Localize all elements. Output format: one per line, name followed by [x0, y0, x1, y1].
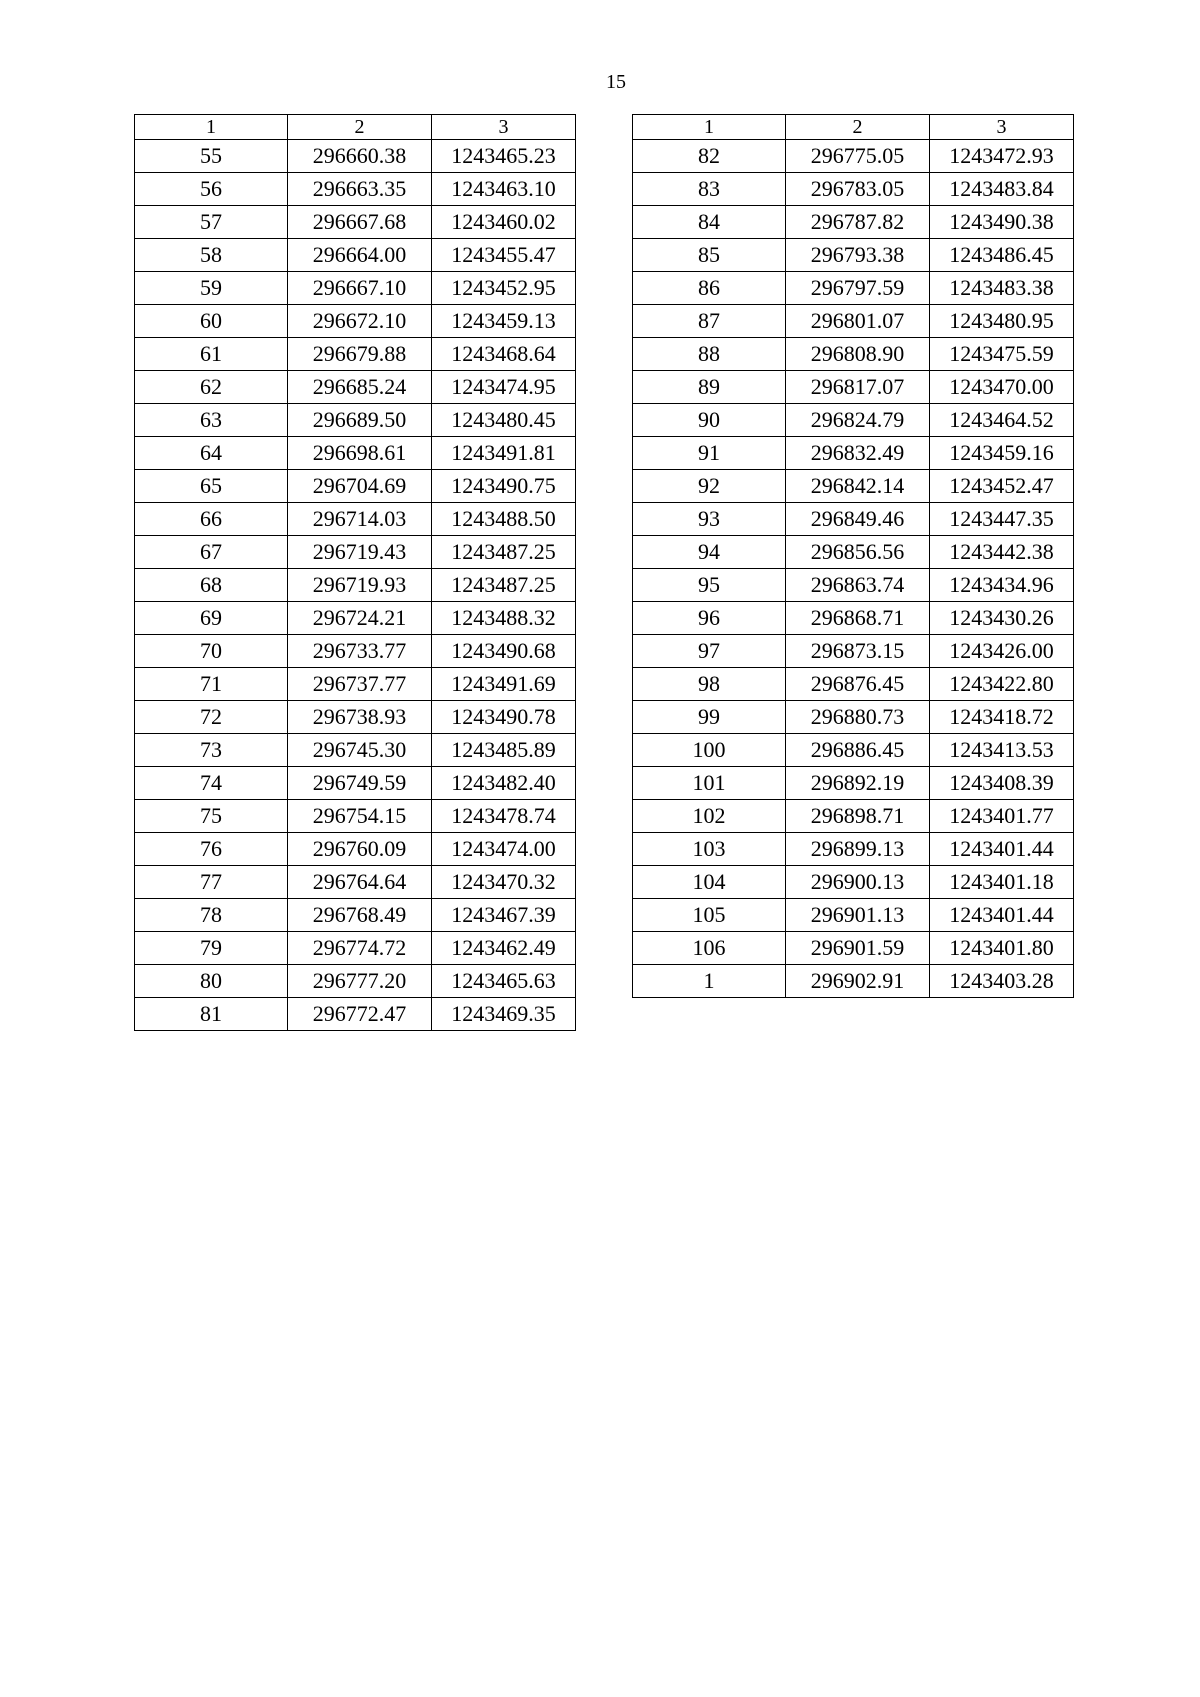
x-coordinate-cell: 296745.30 [288, 734, 432, 767]
x-coordinate-cell: 296704.69 [288, 470, 432, 503]
table-row [135, 767, 576, 800]
x-coordinate-cell: 296760.09 [288, 833, 432, 866]
y-coordinate-cell: 1243491.81 [432, 437, 576, 470]
table-row [633, 569, 1074, 602]
point-number-cell: 55 [135, 140, 288, 173]
y-coordinate-cell: 1243401.44 [930, 833, 1074, 866]
point-number-cell: 105 [633, 899, 786, 932]
y-coordinate-cell: 1243422.80 [930, 668, 1074, 701]
x-coordinate-cell: 296793.38 [786, 239, 930, 272]
table-row [633, 206, 1074, 239]
x-coordinate-cell: 296724.21 [288, 602, 432, 635]
table-header-row [135, 115, 576, 140]
table-row [633, 833, 1074, 866]
point-number-cell: 71 [135, 668, 288, 701]
point-number-cell: 93 [633, 503, 786, 536]
x-coordinate-cell: 296817.07 [786, 371, 930, 404]
y-coordinate-cell: 1243490.38 [930, 206, 1074, 239]
table-row [633, 437, 1074, 470]
point-number-cell: 98 [633, 668, 786, 701]
y-coordinate-cell: 1243474.00 [432, 833, 576, 866]
point-number-cell: 65 [135, 470, 288, 503]
point-number-cell: 61 [135, 338, 288, 371]
x-coordinate-cell: 296873.15 [786, 635, 930, 668]
x-coordinate-cell: 296849.46 [786, 503, 930, 536]
table-row [633, 272, 1074, 305]
y-coordinate-cell: 1243480.95 [930, 305, 1074, 338]
table-row [633, 932, 1074, 965]
y-coordinate-cell: 1243474.95 [432, 371, 576, 404]
y-coordinate-cell: 1243430.26 [930, 602, 1074, 635]
point-number-cell: 104 [633, 866, 786, 899]
table-row [135, 470, 576, 503]
table-row [633, 767, 1074, 800]
y-coordinate-cell: 1243478.74 [432, 800, 576, 833]
x-coordinate-cell: 296797.59 [786, 272, 930, 305]
table-row [135, 701, 576, 734]
table-row [135, 140, 576, 173]
y-coordinate-cell: 1243403.28 [930, 965, 1074, 998]
point-number-cell: 80 [135, 965, 288, 998]
x-coordinate-cell: 296832.49 [786, 437, 930, 470]
x-coordinate-cell: 296719.43 [288, 536, 432, 569]
point-number-cell: 67 [135, 536, 288, 569]
page-number: 15 [606, 71, 626, 93]
point-number-cell: 89 [633, 371, 786, 404]
header-cell: 1 [633, 115, 786, 140]
table-row [633, 305, 1074, 338]
y-coordinate-cell: 1243452.95 [432, 272, 576, 305]
x-coordinate-cell: 296685.24 [288, 371, 432, 404]
x-coordinate-cell: 296775.05 [786, 140, 930, 173]
table-row [633, 470, 1074, 503]
point-number-cell: 91 [633, 437, 786, 470]
table-row [135, 437, 576, 470]
table-row [633, 503, 1074, 536]
point-number-cell: 99 [633, 701, 786, 734]
x-coordinate-cell: 296880.73 [786, 701, 930, 734]
point-number-cell: 76 [135, 833, 288, 866]
x-coordinate-cell: 296892.19 [786, 767, 930, 800]
x-coordinate-cell: 296768.49 [288, 899, 432, 932]
point-number-cell: 66 [135, 503, 288, 536]
table-row [135, 965, 576, 998]
x-coordinate-cell: 296842.14 [786, 470, 930, 503]
y-coordinate-cell: 1243490.75 [432, 470, 576, 503]
y-coordinate-cell: 1243401.18 [930, 866, 1074, 899]
y-coordinate-cell: 1243490.68 [432, 635, 576, 668]
x-coordinate-cell: 296737.77 [288, 668, 432, 701]
point-number-cell: 69 [135, 602, 288, 635]
y-coordinate-cell: 1243442.38 [930, 536, 1074, 569]
x-coordinate-cell: 296774.72 [288, 932, 432, 965]
point-number-cell: 62 [135, 371, 288, 404]
x-coordinate-cell: 296901.13 [786, 899, 930, 932]
header-cell: 2 [786, 115, 930, 140]
point-number-cell: 78 [135, 899, 288, 932]
x-coordinate-cell: 296824.79 [786, 404, 930, 437]
table-row [135, 536, 576, 569]
x-coordinate-cell: 296667.10 [288, 272, 432, 305]
table-row [633, 371, 1074, 404]
point-number-cell: 1 [633, 965, 786, 998]
point-number-cell: 106 [633, 932, 786, 965]
y-coordinate-cell: 1243483.38 [930, 272, 1074, 305]
y-coordinate-cell: 1243418.72 [930, 701, 1074, 734]
point-number-cell: 101 [633, 767, 786, 800]
table-row [633, 536, 1074, 569]
table-row [135, 668, 576, 701]
coordinates-table-right [632, 114, 1074, 998]
point-number-cell: 100 [633, 734, 786, 767]
coordinates-table-right-body [633, 115, 1074, 998]
table-row [633, 140, 1074, 173]
point-number-cell: 90 [633, 404, 786, 437]
table-row [135, 569, 576, 602]
y-coordinate-cell: 1243408.39 [930, 767, 1074, 800]
y-coordinate-cell: 1243463.10 [432, 173, 576, 206]
table-row [633, 173, 1074, 206]
y-coordinate-cell: 1243459.13 [432, 305, 576, 338]
table-row [633, 668, 1074, 701]
table-row [633, 701, 1074, 734]
header-cell: 3 [432, 115, 576, 140]
table-row [135, 899, 576, 932]
x-coordinate-cell: 296777.20 [288, 965, 432, 998]
table-row [633, 866, 1074, 899]
x-coordinate-cell: 296672.10 [288, 305, 432, 338]
table-row [135, 503, 576, 536]
y-coordinate-cell: 1243485.89 [432, 734, 576, 767]
table-row [135, 866, 576, 899]
point-number-cell: 102 [633, 800, 786, 833]
y-coordinate-cell: 1243413.53 [930, 734, 1074, 767]
header-cell: 2 [288, 115, 432, 140]
header-cell: 1 [135, 115, 288, 140]
y-coordinate-cell: 1243480.45 [432, 404, 576, 437]
x-coordinate-cell: 296754.15 [288, 800, 432, 833]
x-coordinate-cell: 296876.45 [786, 668, 930, 701]
x-coordinate-cell: 296689.50 [288, 404, 432, 437]
x-coordinate-cell: 296901.59 [786, 932, 930, 965]
x-coordinate-cell: 296902.91 [786, 965, 930, 998]
x-coordinate-cell: 296714.03 [288, 503, 432, 536]
point-number-cell: 58 [135, 239, 288, 272]
table-row [135, 833, 576, 866]
y-coordinate-cell: 1243465.63 [432, 965, 576, 998]
table-row [135, 371, 576, 404]
y-coordinate-cell: 1243488.50 [432, 503, 576, 536]
point-number-cell: 77 [135, 866, 288, 899]
y-coordinate-cell: 1243470.00 [930, 371, 1074, 404]
table-row [135, 206, 576, 239]
y-coordinate-cell: 1243472.93 [930, 140, 1074, 173]
table-row [135, 404, 576, 437]
point-number-cell: 81 [135, 998, 288, 1031]
y-coordinate-cell: 1243491.69 [432, 668, 576, 701]
point-number-cell: 70 [135, 635, 288, 668]
table-row [633, 899, 1074, 932]
x-coordinate-cell: 296801.07 [786, 305, 930, 338]
table-row [135, 635, 576, 668]
table-row [633, 965, 1074, 998]
y-coordinate-cell: 1243475.59 [930, 338, 1074, 371]
table-row [135, 338, 576, 371]
x-coordinate-cell: 296783.05 [786, 173, 930, 206]
table-row [135, 173, 576, 206]
x-coordinate-cell: 296863.74 [786, 569, 930, 602]
point-number-cell: 96 [633, 602, 786, 635]
y-coordinate-cell: 1243488.32 [432, 602, 576, 635]
x-coordinate-cell: 296738.93 [288, 701, 432, 734]
y-coordinate-cell: 1243490.78 [432, 701, 576, 734]
x-coordinate-cell: 296660.38 [288, 140, 432, 173]
point-number-cell: 63 [135, 404, 288, 437]
header-cell: 3 [930, 115, 1074, 140]
table-row [633, 602, 1074, 635]
point-number-cell: 103 [633, 833, 786, 866]
y-coordinate-cell: 1243434.96 [930, 569, 1074, 602]
point-number-cell: 72 [135, 701, 288, 734]
point-number-cell: 87 [633, 305, 786, 338]
coordinates-table-left [134, 114, 576, 1031]
y-coordinate-cell: 1243459.16 [930, 437, 1074, 470]
point-number-cell: 82 [633, 140, 786, 173]
point-number-cell: 79 [135, 932, 288, 965]
x-coordinate-cell: 296764.64 [288, 866, 432, 899]
point-number-cell: 97 [633, 635, 786, 668]
x-coordinate-cell: 296808.90 [786, 338, 930, 371]
table-row [135, 272, 576, 305]
x-coordinate-cell: 296772.47 [288, 998, 432, 1031]
x-coordinate-cell: 296733.77 [288, 635, 432, 668]
table-header-row [633, 115, 1074, 140]
point-number-cell: 83 [633, 173, 786, 206]
y-coordinate-cell: 1243482.40 [432, 767, 576, 800]
point-number-cell: 57 [135, 206, 288, 239]
point-number-cell: 85 [633, 239, 786, 272]
x-coordinate-cell: 296856.56 [786, 536, 930, 569]
y-coordinate-cell: 1243447.35 [930, 503, 1074, 536]
table-row [633, 635, 1074, 668]
x-coordinate-cell: 296663.35 [288, 173, 432, 206]
table-row [633, 734, 1074, 767]
y-coordinate-cell: 1243487.25 [432, 536, 576, 569]
point-number-cell: 86 [633, 272, 786, 305]
x-coordinate-cell: 296787.82 [786, 206, 930, 239]
y-coordinate-cell: 1243401.77 [930, 800, 1074, 833]
x-coordinate-cell: 296900.13 [786, 866, 930, 899]
table-row [135, 800, 576, 833]
point-number-cell: 95 [633, 569, 786, 602]
table-row [135, 932, 576, 965]
table-row [135, 734, 576, 767]
y-coordinate-cell: 1243455.47 [432, 239, 576, 272]
point-number-cell: 68 [135, 569, 288, 602]
point-number-cell: 74 [135, 767, 288, 800]
point-number-cell: 73 [135, 734, 288, 767]
x-coordinate-cell: 296719.93 [288, 569, 432, 602]
x-coordinate-cell: 296749.59 [288, 767, 432, 800]
y-coordinate-cell: 1243460.02 [432, 206, 576, 239]
x-coordinate-cell: 296886.45 [786, 734, 930, 767]
x-coordinate-cell: 296898.71 [786, 800, 930, 833]
point-number-cell: 64 [135, 437, 288, 470]
point-number-cell: 88 [633, 338, 786, 371]
table-row [135, 602, 576, 635]
x-coordinate-cell: 296899.13 [786, 833, 930, 866]
y-coordinate-cell: 1243462.49 [432, 932, 576, 965]
x-coordinate-cell: 296667.68 [288, 206, 432, 239]
y-coordinate-cell: 1243426.00 [930, 635, 1074, 668]
y-coordinate-cell: 1243483.84 [930, 173, 1074, 206]
point-number-cell: 75 [135, 800, 288, 833]
point-number-cell: 84 [633, 206, 786, 239]
table-row [135, 305, 576, 338]
coordinates-table-left-body [135, 115, 576, 1031]
table-row [633, 239, 1074, 272]
table-row [633, 338, 1074, 371]
table-row [633, 404, 1074, 437]
point-number-cell: 56 [135, 173, 288, 206]
point-number-cell: 94 [633, 536, 786, 569]
table-row [135, 998, 576, 1031]
table-row [633, 800, 1074, 833]
y-coordinate-cell: 1243468.64 [432, 338, 576, 371]
x-coordinate-cell: 296664.00 [288, 239, 432, 272]
point-number-cell: 59 [135, 272, 288, 305]
y-coordinate-cell: 1243465.23 [432, 140, 576, 173]
x-coordinate-cell: 296868.71 [786, 602, 930, 635]
y-coordinate-cell: 1243470.32 [432, 866, 576, 899]
y-coordinate-cell: 1243487.25 [432, 569, 576, 602]
y-coordinate-cell: 1243464.52 [930, 404, 1074, 437]
y-coordinate-cell: 1243401.44 [930, 899, 1074, 932]
point-number-cell: 60 [135, 305, 288, 338]
y-coordinate-cell: 1243469.35 [432, 998, 576, 1031]
x-coordinate-cell: 296679.88 [288, 338, 432, 371]
y-coordinate-cell: 1243401.80 [930, 932, 1074, 965]
table-row [135, 239, 576, 272]
point-number-cell: 92 [633, 470, 786, 503]
y-coordinate-cell: 1243486.45 [930, 239, 1074, 272]
x-coordinate-cell: 296698.61 [288, 437, 432, 470]
y-coordinate-cell: 1243452.47 [930, 470, 1074, 503]
y-coordinate-cell: 1243467.39 [432, 899, 576, 932]
